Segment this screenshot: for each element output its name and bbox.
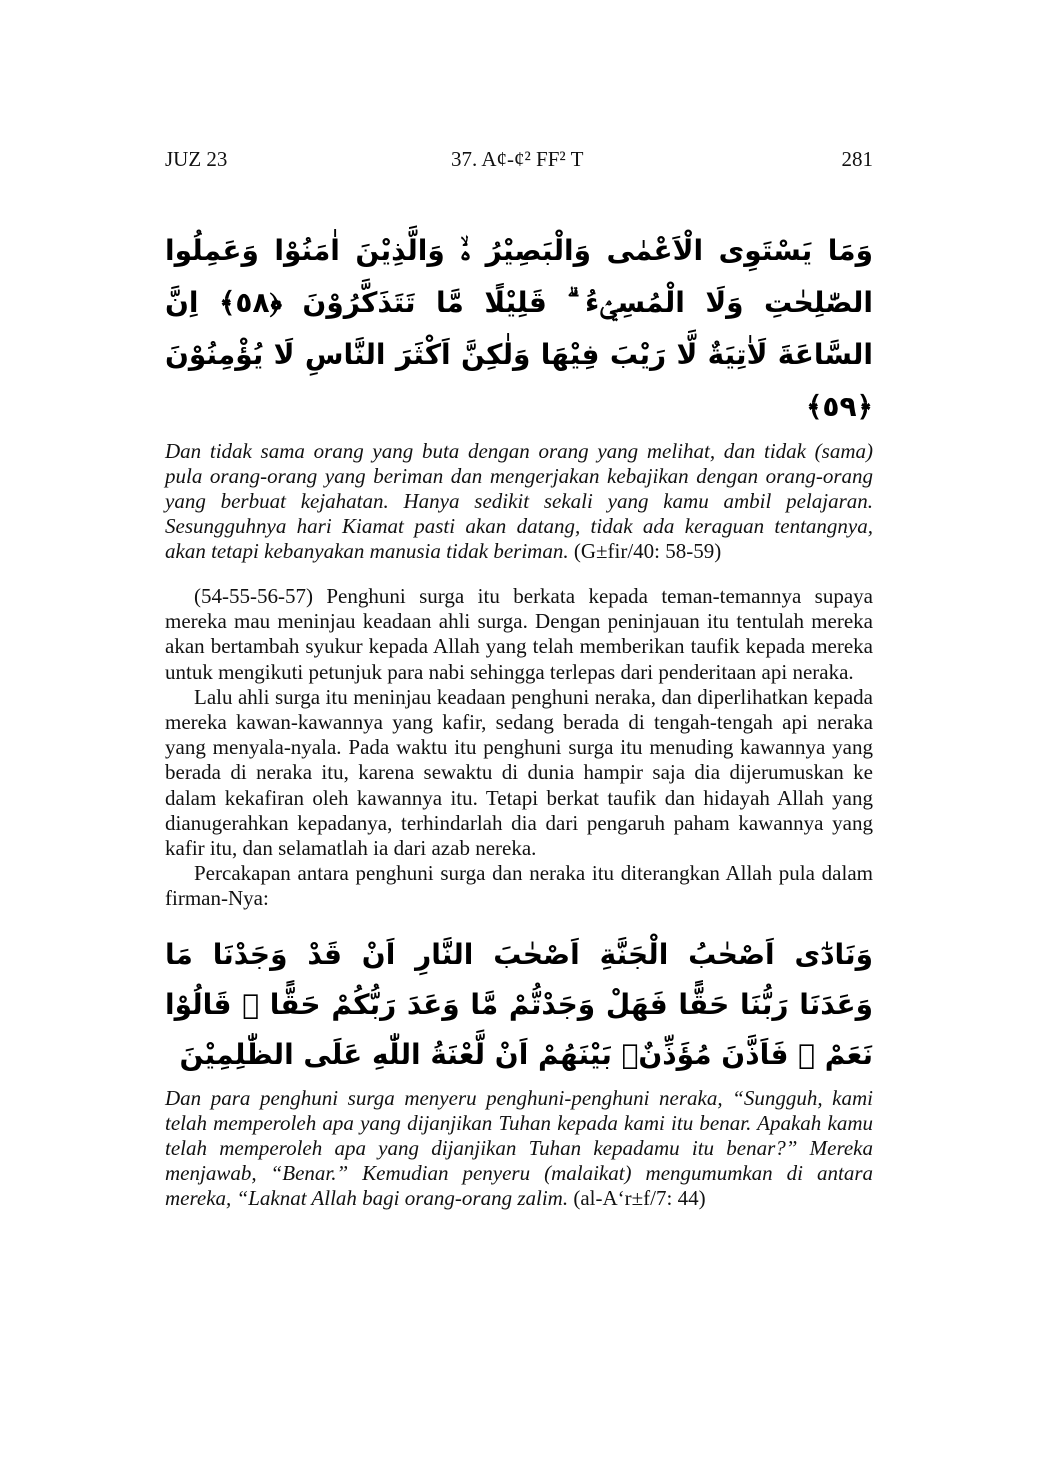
paragraph: Lalu ahli surga itu meninjau keadaan penghuni neraka, dan diperlihatkan kepada mereka kawan-kawannya yang kafir, sedang berada di tengah-tengah api neraka yang menyala-nyala. Pada waktu itu penghuni surga itu menuding kawannya yang berada di neraka itu, karena sewaktu di dunia hampir saja dia dijerumuskan ke dalam kekafiran oleh kawannya itu. Tetapi berkat taufik dan hidayah Allah yang dianugerahkan kepadanya, terhindarlah dia dari pengaruh paham kawannya yang kafir itu, dan selamatlah ia dari azab nereka. (165, 684, 873, 861)
page-column (165, 0, 873, 1251)
juz-label: JUZ 23 (165, 147, 228, 171)
verse-translation (165, 1086, 873, 1211)
verse-citation: (G±fir/40: 58-59) (573, 539, 722, 563)
commentary (165, 584, 873, 912)
page-number: 281 (841, 147, 873, 171)
paragraph: (54-55-56-57) Penghuni surga itu berkata kepada teman-temannya supaya mereka mau meninjau keadaan ahli surga. Dengan peninjauan itu tentulah mereka akan bertambah syukur kepada Allah yang telah memberikan taufik kepada mereka untuk mengikuti petunjuk para nabi sehingga terlepas dari penderitaan api neraka. (165, 584, 873, 684)
verse-translation (165, 439, 873, 564)
quran-verse-arabic: وَنَادٰٓى اَصْحٰبُ الْجَنَّةِ اَصْحٰبَ النَّارِ اَنْ قَدْ وَجَدْنَا مَا وَعَدَنَا رَبُّنَا حَقًّا فَهَلْ وَجَدْتُّمْ مَّا وَعَدَ رَبُّكُمْ حَقًّا ۗ قَالُوْا نَعَمْ ۚ فَاَذَّنَ مُؤَذِّنٌۢ بَيْنَهُمْ اَنْ لَّعْنَةُ اللّٰهِ عَلَى الظّٰلِمِيْنَ (165, 937, 873, 1071)
running-header (165, 145, 873, 173)
quran-verse-arabic: وَمَا يَسْتَوِى الْاَعْمٰى وَالْبَصِيْرُ ەۙ وَالَّذِيْنَ اٰمَنُوْا وَعَمِلُوا الصّٰلِحٰتِ وَلَا الْمُسِيْۤءُ ۗ قَلِيْلًا مَّا تَتَذَكَّرُوْنَ ﴿٥٨﴾ اِنَّ السَّاعَةَ لَاٰتِيَةٌ لَّا رَيْبَ فِيْهَا وَلٰكِنَّ اَكْثَرَ النَّاسِ لَا يُؤْمِنُوْنَ ﴿٥٩﴾ (165, 234, 873, 423)
surah-title: 37. A¢-¢² FF² T (451, 147, 584, 171)
paragraph: Percakapan antara penghuni surga dan neraka itu diterangkan Allah pula dalam firman-Nya: (165, 861, 873, 911)
verse-citation: (al-A‘r±f/7: 44) (573, 1185, 706, 1210)
translation-text: Dan tidak sama orang yang buta dengan orang yang melihat, dan tidak (sama) pula orang-orang yang beriman dan mengerjakan kebajikan dengan orang-orang yang berbuat kejahatan. Hanya sedikit sekali yang kamu ambil pelajaran. Sesungguhnya hari Kiamat pasti akan datang, tidak ada keraguan tentangnya, akan tetapi kebanyakan manusia tidak beriman. (165, 439, 873, 563)
translation-text: Dan para penghuni surga menyeru penghuni-penghuni neraka, “Sungguh, kami telah memperoleh apa yang dijanjikan Tuhan kepada kami itu benar. Apakah kamu telah memperoleh apa yang dijanjikan Tuhan kepadamu itu benar?” Mereka menjawab, “Benar.” Kemudian penyeru (malaikat) mengumumkan di antara mereka, “Laknat Allah bagi orang-orang zalim. (165, 1085, 873, 1210)
